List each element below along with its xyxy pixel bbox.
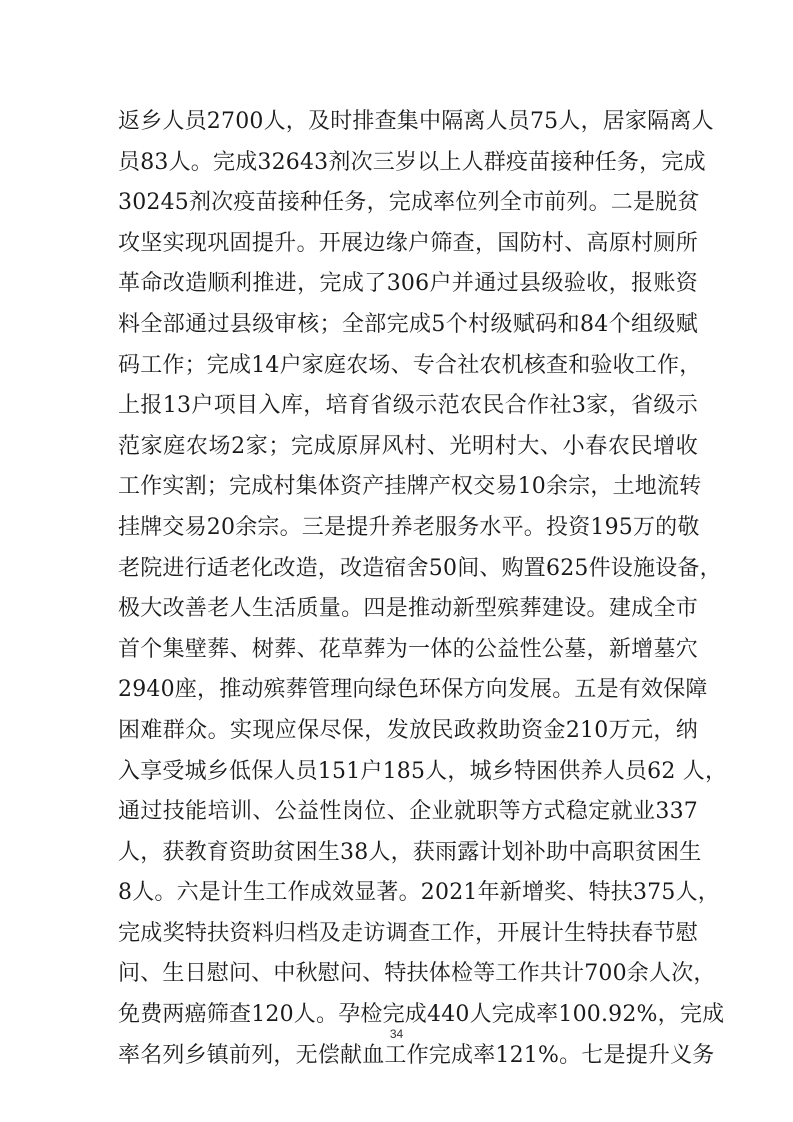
text-line: 工作实割；完成村集体资产挂牌产权交易10余宗，土地流转 xyxy=(118,474,702,500)
text-line: 首个集壁葬、树葬、花草葬为一体的公益性公墓，新增墓穴 xyxy=(118,636,698,662)
text-line: 入享受城乡低保人员151户185人，城乡特困供养人员62 人， xyxy=(118,758,728,784)
text-line: 人，获教育资助贫困生38人，获雨露计划补助中高职贫困生 xyxy=(118,839,702,865)
text-line: 上报13户项目入库，培育省级示范农民合作社3家，省级示 xyxy=(118,393,698,419)
text-line: 员83人。完成32643剂次三岁以上人群疫苗接种任务，完成 xyxy=(118,149,706,175)
page-number: 34 xyxy=(389,1027,404,1041)
text-line: 30245剂次疫苗接种任务，完成率位列全市前列。二是脱贫 xyxy=(118,190,700,216)
text-line: 免费两癌筛查120人。孕检完成440人完成率100.92%，完成 xyxy=(118,1002,725,1028)
text-line: 攻坚实现巩固提升。开展边缘户筛查，国防村、高原村厕所 xyxy=(118,230,698,256)
text-line: 困难群众。实现应保尽保，发放民政救助资金210万元，纳 xyxy=(118,717,698,743)
text-line: 老院进行适老化改造，改造宿舍50间、购置625件设施设备， xyxy=(118,555,722,581)
text-line: 料全部通过县级审核；全部完成5个村级赋码和84个组级赋 xyxy=(118,311,698,337)
text-line: 率名列乡镇前列，无偿献血工作完成率121%。七是提升义务 xyxy=(118,1042,715,1068)
text-line: 完成奖特扶资料归档及走访调查工作，开展计生特扶春节慰 xyxy=(118,920,698,946)
text-line: 革命改造顺利推进，完成了306户并通过县级验收，报账资 xyxy=(118,271,698,297)
text-line: 返乡人员2700人，及时排查集中隔离人员75人，居家隔离人 xyxy=(118,109,714,134)
text-line: 通过技能培训、公益性岗位、企业就职等方式稳定就业337 xyxy=(118,799,698,825)
text-line: 极大改善老人生活质量。四是推动新型殡葬建设。建成全市 xyxy=(118,596,698,622)
text-line: 8人。六是计生工作成效显著。2021年新增奖、特扶375人， xyxy=(118,880,720,906)
text-line: 挂牌交易20余宗。三是提升养老服务水平。投资195万的敬 xyxy=(118,514,700,540)
text-line: 码工作；完成14户家庭农场、专合社农机核查和验收工作， xyxy=(118,352,702,378)
text-line: 范家庭农场2家；完成原屏风村、光明村大、小春农民增收 xyxy=(118,433,698,459)
body-paragraph xyxy=(118,102,728,1076)
text-line: 2940座，推动殡葬管理向绿色环保方向发展。五是有效保障 xyxy=(118,677,708,703)
text-line: 问、生日慰问、中秋慰问、特扶体检等工作共计700余人次， xyxy=(118,961,716,987)
